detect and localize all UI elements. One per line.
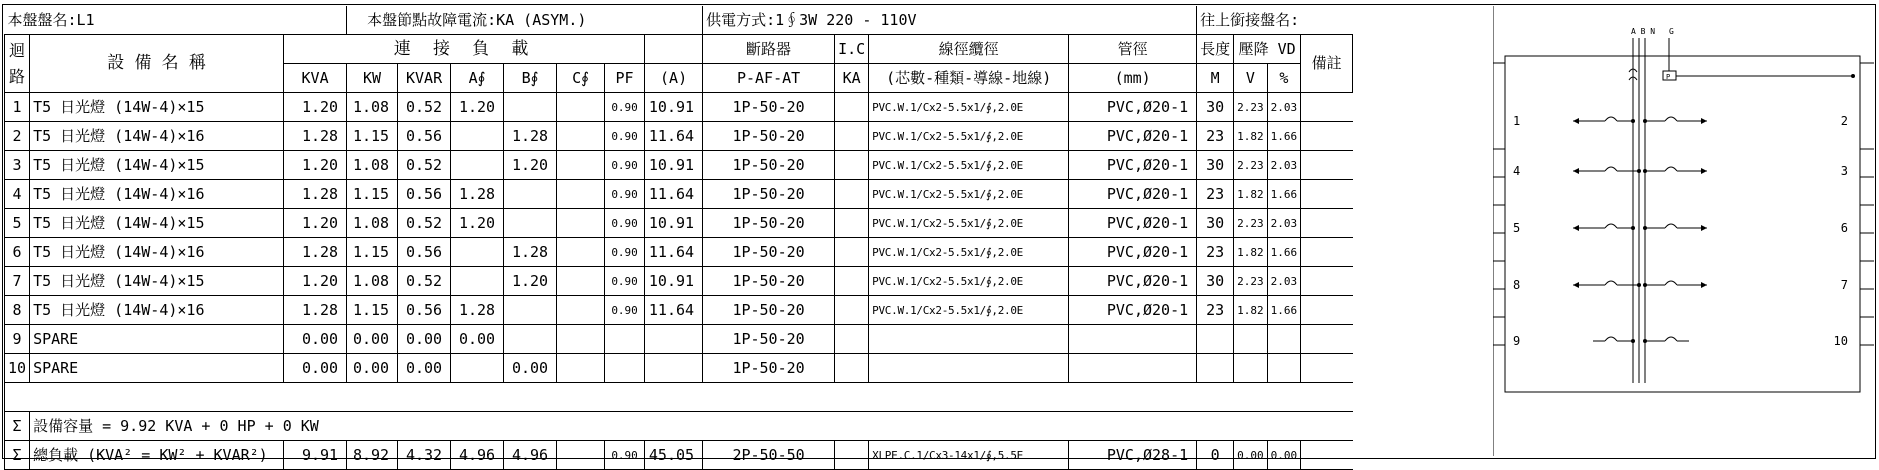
equipment-header: 設 備 名 稱 — [30, 35, 284, 93]
main-terminal — [1851, 74, 1855, 78]
cell-no: 6 — [5, 238, 30, 267]
circuit-number-right: 10 — [1833, 334, 1848, 348]
length-header: 長度 — [1197, 35, 1234, 64]
cell-kvar: 0.56 — [398, 238, 451, 267]
cell-kw: 1.08 — [347, 151, 398, 180]
total-pf: 0.90 — [605, 441, 645, 470]
circuit-number-left: 9 — [1513, 334, 1521, 348]
bus-junction — [1643, 119, 1647, 123]
cell-amp — [645, 354, 703, 383]
circuit-number-left: 4 — [1513, 164, 1521, 178]
cell-pct: 2.03 — [1267, 209, 1301, 238]
cell-cable: PVC.W.1/Cx2-5.5x1/∮,2.0E — [869, 296, 1069, 325]
fault-current-label: 本盤節點故障電流:KA (ASYM.) — [347, 6, 703, 35]
cell-kvar: 0.00 — [398, 354, 451, 383]
cell-no: 8 — [5, 296, 30, 325]
cell-no: 7 — [5, 267, 30, 296]
cell-b: 1.20 — [504, 267, 557, 296]
cell-breaker: 1P-50-20 — [703, 209, 835, 238]
cable-header: 線徑纜徑 — [869, 35, 1069, 64]
breaker-sub-header: P-AF-AT — [703, 64, 835, 93]
table-row — [5, 354, 1353, 383]
cell-a: 1.28 — [451, 180, 504, 209]
circuit-number-right: 3 — [1840, 164, 1848, 178]
cell-amp: 10.91 — [645, 93, 703, 122]
cell-c — [557, 238, 605, 267]
total-cable: XLPE.C.1/Cx3-14x1/∮,5.5E — [869, 441, 1069, 470]
cell-pf — [605, 325, 645, 354]
cell-pf: 0.90 — [605, 122, 645, 151]
cell-kva: 0.00 — [284, 354, 347, 383]
circuit-number-left: 1 — [1513, 114, 1521, 128]
cell-pf: 0.90 — [605, 296, 645, 325]
total-kva: 9.91 — [284, 441, 347, 470]
cell-b: 1.28 — [504, 122, 557, 151]
bus-junction — [1643, 226, 1647, 230]
cell-pct: 2.03 — [1267, 267, 1301, 296]
blank-row — [5, 383, 1353, 412]
vd-pct-header: % — [1267, 64, 1301, 93]
cell-remark — [1301, 238, 1353, 267]
cell-c — [557, 354, 605, 383]
cell-kvar: 0.52 — [398, 209, 451, 238]
cell-cable — [869, 325, 1069, 354]
main-box-label: P — [1666, 73, 1671, 81]
cell-kw: 1.08 — [347, 93, 398, 122]
cell-kw: 1.15 — [347, 122, 398, 151]
cell-cable — [869, 354, 1069, 383]
conduit-sub-header: (mm) — [1069, 64, 1197, 93]
remark-header: 備註 — [1301, 35, 1353, 93]
circuit-header: 迴 路 — [5, 35, 30, 93]
cell-a — [451, 238, 504, 267]
a-phase-header: A∮ — [451, 64, 504, 93]
cell-v: 1.82 — [1234, 122, 1268, 151]
pf-header: PF — [605, 64, 645, 93]
cell-b: 1.28 — [504, 238, 557, 267]
total-c — [557, 441, 605, 470]
cell-v — [1234, 354, 1268, 383]
c-phase-header: C∮ — [557, 64, 605, 93]
cell-pct: 1.66 — [1267, 122, 1301, 151]
cell-ic — [835, 296, 869, 325]
cell-kva: 1.20 — [284, 151, 347, 180]
cell-pct: 1.66 — [1267, 180, 1301, 209]
cell-name: T5 日光燈 (14W-4)×16 — [30, 296, 284, 325]
cell-conduit: PVC,Ø20-1 — [1069, 93, 1197, 122]
cell-pf: 0.90 — [605, 267, 645, 296]
cell-len: 23 — [1197, 296, 1234, 325]
cell-amp: 11.64 — [645, 180, 703, 209]
cell-ic — [835, 122, 869, 151]
length-sub-header: M — [1197, 64, 1234, 93]
cell-name: T5 日光燈 (14W-4)×15 — [30, 151, 284, 180]
cell-a — [451, 151, 504, 180]
diagram-frame — [1505, 56, 1860, 392]
cell-cable: PVC.W.1/Cx2-5.5x1/∮,2.0E — [869, 180, 1069, 209]
cell-a — [451, 267, 504, 296]
cell-kw: 1.08 — [347, 209, 398, 238]
cell-ic — [835, 93, 869, 122]
cell-kw: 1.15 — [347, 180, 398, 209]
total-a: 4.96 — [451, 441, 504, 470]
cell-a: 1.20 — [451, 209, 504, 238]
cell-amp: 11.64 — [645, 238, 703, 267]
cell-kva: 1.28 — [284, 296, 347, 325]
cell-remark — [1301, 267, 1353, 296]
cell-len: 30 — [1197, 151, 1234, 180]
cell-v: 1.82 — [1234, 238, 1268, 267]
cell-kva: 1.28 — [284, 180, 347, 209]
cell-v: 1.82 — [1234, 296, 1268, 325]
cell-pf: 0.90 — [605, 209, 645, 238]
cell-name: T5 日光燈 (14W-4)×16 — [30, 122, 284, 151]
total-length: 0 — [1197, 441, 1234, 470]
amp-header-top — [645, 35, 703, 64]
ic-header: I.C — [835, 35, 869, 64]
cable-sub-header: (芯數-種類-導線-地線) — [869, 64, 1069, 93]
cell-amp: 10.91 — [645, 267, 703, 296]
cell-remark — [1301, 296, 1353, 325]
b-phase-header: B∮ — [504, 64, 557, 93]
cell-a — [451, 354, 504, 383]
total-ic — [835, 441, 869, 470]
cell-cable: PVC.W.1/Cx2-5.5x1/∮,2.0E — [869, 267, 1069, 296]
ground-label: G — [1669, 27, 1674, 36]
bus-junction — [1631, 339, 1635, 343]
cell-name: T5 日光燈 (14W-4)×16 — [30, 180, 284, 209]
total-breaker: 2P-50-50 — [703, 441, 835, 470]
cell-kva: 1.28 — [284, 122, 347, 151]
cell-v: 1.82 — [1234, 180, 1268, 209]
cell-name: T5 日光燈 (14W-4)×15 — [30, 209, 284, 238]
cell-kvar: 0.56 — [398, 180, 451, 209]
cell-remark — [1301, 151, 1353, 180]
cell-pf: 0.90 — [605, 180, 645, 209]
cell-cable: PVC.W.1/Cx2-5.5x1/∮,2.0E — [869, 238, 1069, 267]
bus-junction — [1637, 283, 1641, 287]
cell-remark — [1301, 354, 1353, 383]
cell-amp: 10.91 — [645, 151, 703, 180]
cell-name: SPARE — [30, 354, 284, 383]
cell-c — [557, 209, 605, 238]
cell-c — [557, 93, 605, 122]
cell-pf — [605, 354, 645, 383]
cell-remark — [1301, 180, 1353, 209]
cell-b: 1.20 — [504, 151, 557, 180]
panel-name: 本盤盤名:L1 — [5, 6, 347, 35]
cell-pf: 0.90 — [605, 151, 645, 180]
cell-a: 1.20 — [451, 93, 504, 122]
cell-v — [1234, 325, 1268, 354]
cell-conduit: PVC,Ø20-1 — [1069, 238, 1197, 267]
cell-v: 2.23 — [1234, 267, 1268, 296]
cell-conduit: PVC,Ø20-1 — [1069, 296, 1197, 325]
cell-kw: 1.15 — [347, 296, 398, 325]
circuit-number-right: 6 — [1840, 221, 1848, 235]
total-name: 總負載 (KVA² = KW² + KVAR²) — [30, 441, 284, 470]
cell-kva: 1.20 — [284, 267, 347, 296]
cell-no: 4 — [5, 180, 30, 209]
cell-len: 30 — [1197, 93, 1234, 122]
cell-b: 0.00 — [504, 354, 557, 383]
cell-conduit: PVC,Ø20-1 — [1069, 122, 1197, 151]
cell-name: T5 日光燈 (14W-4)×15 — [30, 93, 284, 122]
total-vd-v: 0.00 — [1234, 441, 1268, 470]
cell-pct: 2.03 — [1267, 93, 1301, 122]
vd-header: 壓降 VD — [1234, 35, 1301, 64]
cell-remark — [1301, 122, 1353, 151]
cell-amp: 11.64 — [645, 296, 703, 325]
cell-breaker: 1P-50-20 — [703, 354, 835, 383]
table-row — [5, 296, 1353, 325]
cell-b — [504, 325, 557, 354]
bus-junction — [1637, 169, 1641, 173]
kva-header: KVA — [284, 64, 347, 93]
cell-no: 3 — [5, 151, 30, 180]
cell-b — [504, 180, 557, 209]
cell-conduit: PVC,Ø20-1 — [1069, 151, 1197, 180]
cell-len — [1197, 354, 1234, 383]
cell-conduit: PVC,Ø20-1 — [1069, 209, 1197, 238]
vd-v-header: V — [1234, 64, 1268, 93]
total-b: 4.96 — [504, 441, 557, 470]
cell-amp — [645, 325, 703, 354]
total-sigma: Σ — [5, 441, 30, 470]
cell-breaker: 1P-50-20 — [703, 325, 835, 354]
table-row — [5, 180, 1353, 209]
cell-b — [504, 209, 557, 238]
cell-kw: 0.00 — [347, 354, 398, 383]
cell-kw: 1.15 — [347, 238, 398, 267]
cell-cable: PVC.W.1/Cx2-5.5x1/∮,2.0E — [869, 151, 1069, 180]
bus-junction — [1643, 339, 1647, 343]
capacity-text: 設備容量 = 9.92 KVA + 0 HP + 0 KW — [30, 412, 1353, 441]
single-line-diagram — [1493, 6, 1874, 456]
cell-kva: 1.28 — [284, 238, 347, 267]
cell-amp: 10.91 — [645, 209, 703, 238]
cell-kva: 1.20 — [284, 209, 347, 238]
table-row — [5, 325, 1353, 354]
cell-kva: 1.20 — [284, 93, 347, 122]
cell-cable: PVC.W.1/Cx2-5.5x1/∮,2.0E — [869, 122, 1069, 151]
cell-ic — [835, 325, 869, 354]
cell-c — [557, 325, 605, 354]
cell-kvar: 0.00 — [398, 325, 451, 354]
cell-pct: 1.66 — [1267, 238, 1301, 267]
table-row — [5, 238, 1353, 267]
upstream-panel: 往上銜接盤名: — [1197, 6, 1353, 35]
cell-remark — [1301, 209, 1353, 238]
cell-c — [557, 296, 605, 325]
cell-pct — [1267, 325, 1301, 354]
cell-ic — [835, 209, 869, 238]
conduit-header: 管徑 — [1069, 35, 1197, 64]
ic-sub-header: KA — [835, 64, 869, 93]
cell-pct — [1267, 354, 1301, 383]
cell-amp: 11.64 — [645, 122, 703, 151]
bus-junction — [1631, 119, 1635, 123]
table-row — [5, 209, 1353, 238]
cell-no: 5 — [5, 209, 30, 238]
cell-c — [557, 180, 605, 209]
panel-schedule-table — [4, 6, 1353, 470]
cell-cable: PVC.W.1/Cx2-5.5x1/∮,2.0E — [869, 209, 1069, 238]
cell-len: 30 — [1197, 267, 1234, 296]
cell-len — [1197, 325, 1234, 354]
cell-breaker: 1P-50-20 — [703, 267, 835, 296]
total-remark — [1301, 441, 1353, 470]
cell-no: 10 — [5, 354, 30, 383]
cell-remark — [1301, 93, 1353, 122]
total-amp: 45.05 — [645, 441, 703, 470]
table-row — [5, 93, 1353, 122]
cell-no: 9 — [5, 325, 30, 354]
cell-kvar: 0.56 — [398, 296, 451, 325]
load-group-header: 連 接 負 載 — [284, 35, 645, 64]
kvar-header: KVAR — [398, 64, 451, 93]
cell-ic — [835, 180, 869, 209]
cell-pf: 0.90 — [605, 238, 645, 267]
cell-kva: 0.00 — [284, 325, 347, 354]
table-row — [5, 122, 1353, 151]
cell-kvar: 0.52 — [398, 93, 451, 122]
supply-method: 供電方式:1∮3W 220 - 110V — [703, 6, 1197, 35]
cell-v: 2.23 — [1234, 93, 1268, 122]
bus-junction — [1643, 283, 1647, 287]
cell-pct: 2.03 — [1267, 151, 1301, 180]
amp-header: (A) — [645, 64, 703, 93]
cell-ic — [835, 267, 869, 296]
cell-kvar: 0.52 — [398, 267, 451, 296]
cell-b — [504, 296, 557, 325]
cell-conduit: PVC,Ø20-1 — [1069, 180, 1197, 209]
cell-len: 23 — [1197, 122, 1234, 151]
cell-breaker: 1P-50-20 — [703, 93, 835, 122]
total-kvar: 4.32 — [398, 441, 451, 470]
cell-kvar: 0.56 — [398, 122, 451, 151]
total-conduit: PVC,Ø28-1 — [1069, 441, 1197, 470]
cell-no: 1 — [5, 93, 30, 122]
cell-conduit — [1069, 325, 1197, 354]
cell-a — [451, 122, 504, 151]
circuit-number-right: 7 — [1840, 278, 1848, 292]
circuit-number-right: 2 — [1840, 114, 1848, 128]
cell-kw: 1.08 — [347, 267, 398, 296]
cell-c — [557, 151, 605, 180]
cell-name: T5 日光燈 (14W-4)×15 — [30, 267, 284, 296]
kw-header: KW — [347, 64, 398, 93]
cell-conduit: PVC,Ø20-1 — [1069, 267, 1197, 296]
circuit-number-left: 5 — [1513, 221, 1521, 235]
table-row — [5, 267, 1353, 296]
cell-b — [504, 93, 557, 122]
bus-labels: A B N — [1631, 27, 1656, 36]
table-row — [5, 151, 1353, 180]
cell-breaker: 1P-50-20 — [703, 151, 835, 180]
cell-len: 23 — [1197, 238, 1234, 267]
cell-len: 23 — [1197, 180, 1234, 209]
cell-kvar: 0.52 — [398, 151, 451, 180]
cell-a: 1.28 — [451, 296, 504, 325]
cell-remark — [1301, 325, 1353, 354]
cell-ic — [835, 151, 869, 180]
cell-breaker: 1P-50-20 — [703, 122, 835, 151]
cell-ic — [835, 354, 869, 383]
cell-kw: 0.00 — [347, 325, 398, 354]
cell-pf: 0.90 — [605, 93, 645, 122]
circuit-number-left: 8 — [1513, 278, 1521, 292]
total-vd-pct: 0.00 — [1267, 441, 1301, 470]
cell-breaker: 1P-50-20 — [703, 238, 835, 267]
cell-c — [557, 122, 605, 151]
cell-len: 30 — [1197, 209, 1234, 238]
cell-v: 2.23 — [1234, 151, 1268, 180]
bus-junction — [1631, 226, 1635, 230]
cell-name: T5 日光燈 (14W-4)×16 — [30, 238, 284, 267]
cell-name: SPARE — [30, 325, 284, 354]
cell-c — [557, 267, 605, 296]
cell-ic — [835, 238, 869, 267]
cell-cable: PVC.W.1/Cx2-5.5x1/∮,2.0E — [869, 93, 1069, 122]
cell-no: 2 — [5, 122, 30, 151]
cell-a: 0.00 — [451, 325, 504, 354]
cell-breaker: 1P-50-20 — [703, 180, 835, 209]
cell-conduit — [1069, 354, 1197, 383]
capacity-sigma: Σ — [5, 412, 30, 441]
cell-pct: 1.66 — [1267, 296, 1301, 325]
cell-breaker: 1P-50-20 — [703, 296, 835, 325]
bus-junction — [1643, 169, 1647, 173]
cell-v: 2.23 — [1234, 209, 1268, 238]
breaker-header: 斷路器 — [703, 35, 835, 64]
total-kw: 8.92 — [347, 441, 398, 470]
